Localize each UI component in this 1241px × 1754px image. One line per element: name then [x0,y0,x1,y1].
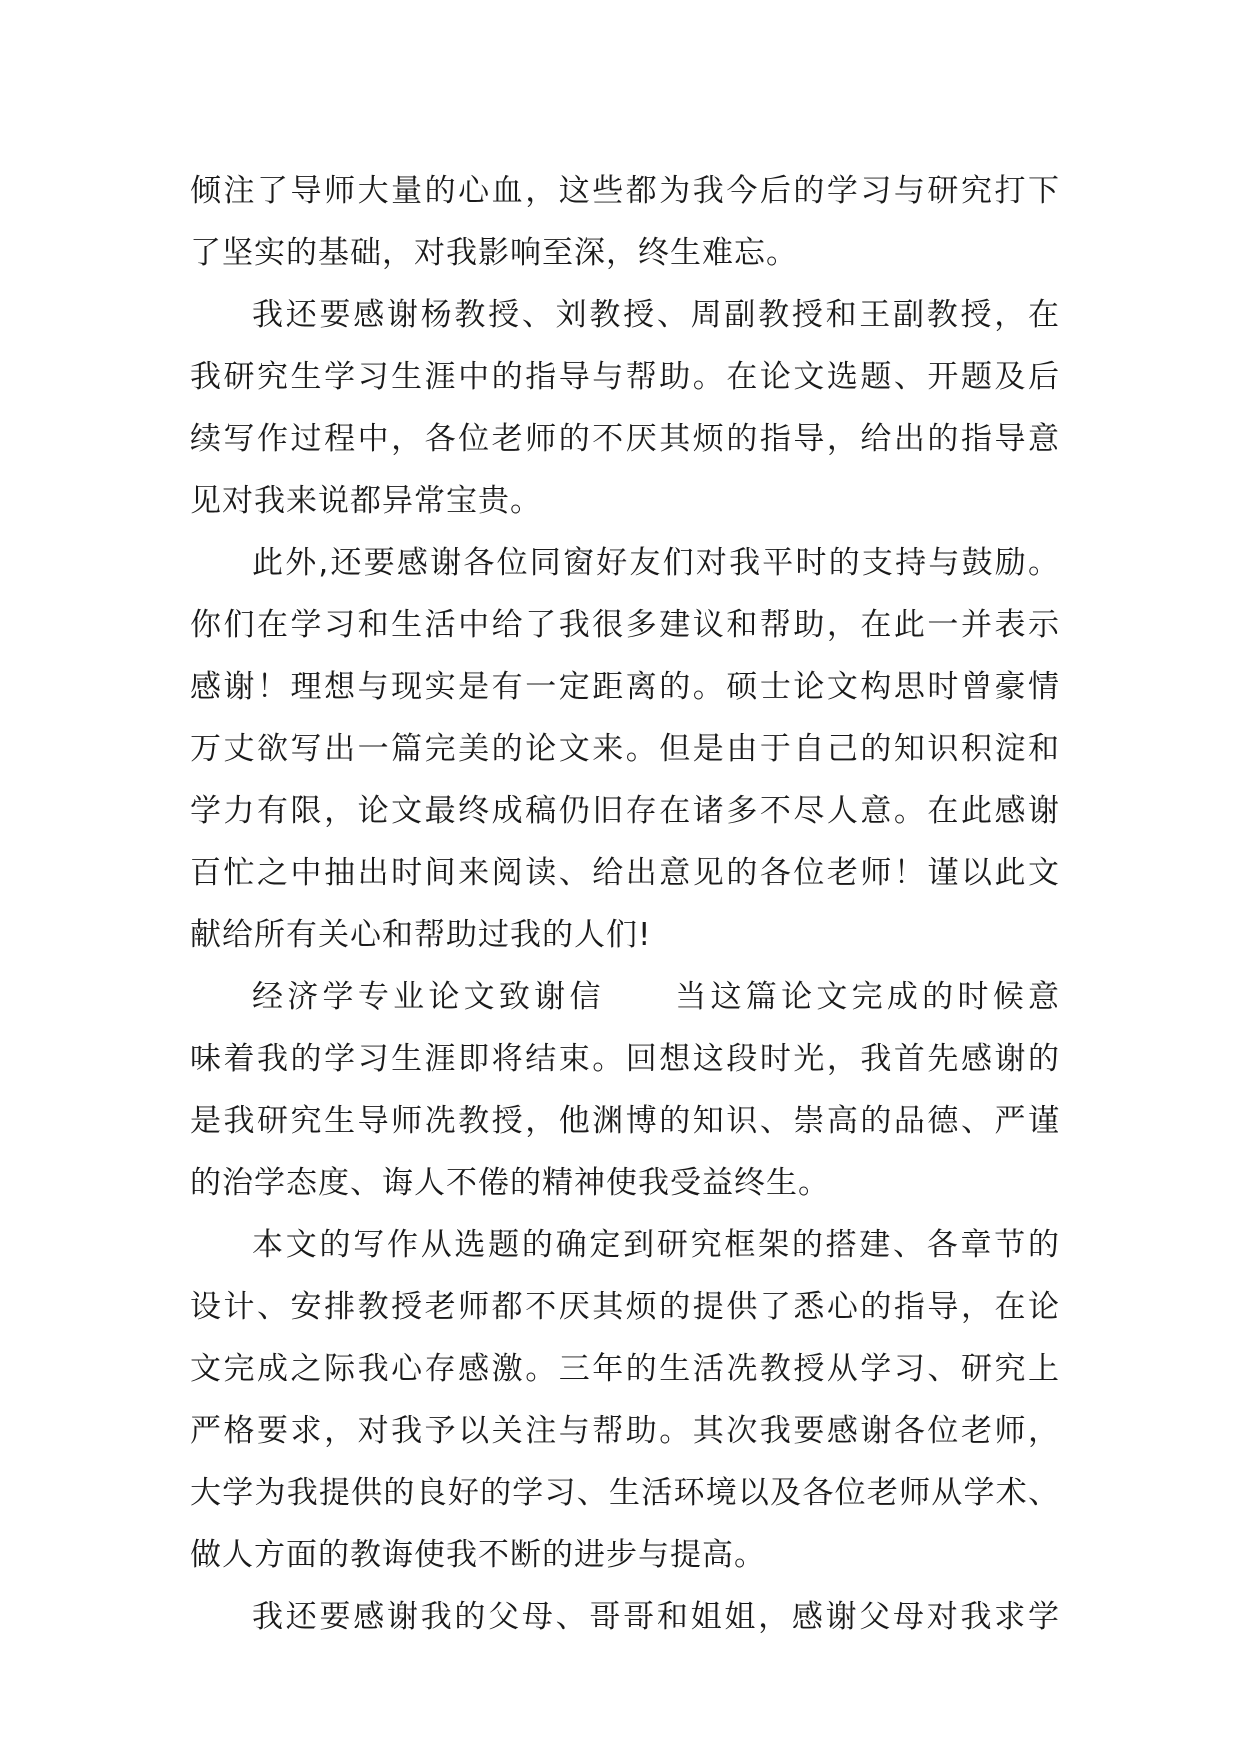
text-line: 我研究生学习生涯中的指导与帮助。在论文选题、开题及后 [190,359,1060,395]
text-line: 感谢！理想与现实是有一定距离的。硕士论文构思时曾豪情 [190,669,1060,705]
text-line: 大学为我提供的良好的学习、生活环境以及各位老师从学术、 [190,1475,1060,1511]
text-line: 味着我的学习生涯即将结束。回想这段时光，我首先感谢的 [190,1041,1060,1077]
text-line: 严格要求，对我予以关注与帮助。其次我要感谢各位老师， [190,1413,1060,1449]
body-text [190,160,1060,1648]
text-line: 倾注了导师大量的心血，这些都为我今后的学习与研究打下 [190,173,1060,209]
text-line: 文完成之际我心存感激。三年的生活冼教授从学习、研究上 [190,1351,1060,1387]
text-line: 学力有限，论文最终成稿仍旧存在诸多不尽人意。在此感谢 [190,793,1060,829]
text-line: 做人方面的教诲使我不断的进步与提高。 [190,1537,766,1573]
paragraph-start-line: 我还要感谢我的父母、哥哥和姐姐，感谢父母对我求学 [252,1599,1060,1635]
text-line: 见对我来说都异常宝贵。 [190,483,542,519]
paragraph-start-line: 我还要感谢杨教授、刘教授、周副教授和王副教授，在 [252,297,1060,333]
text-line: 是我研究生导师冼教授，他渊博的知识、崇高的品德、严谨 [190,1103,1060,1139]
text-line: 你们在学习和生活中给了我很多建议和帮助，在此一并表示 [190,607,1060,643]
text-line: 续写作过程中，各位老师的不厌其烦的指导，给出的指导意 [190,421,1060,457]
paragraph-start-line: 经济学专业论文致谢信 当这篇论文完成的时候意 [252,979,1060,1015]
paragraph-start-line: 本文的写作从选题的确定到研究框架的搭建、各章节的 [252,1227,1060,1263]
text-line: 了坚实的基础，对我影响至深，终生难忘。 [190,235,798,271]
text-line: 献给所有关心和帮助过我的人们! [190,917,652,953]
text-line: 的治学态度、诲人不倦的精神使我受益终生。 [190,1165,830,1201]
text-line: 设计、安排教授老师都不厌其烦的提供了悉心的指导，在论 [190,1289,1060,1325]
text-line: 万丈欲写出一篇完美的论文来。但是由于自己的知识积淀和 [190,731,1060,767]
paragraph-start-line: 此外,还要感谢各位同窗好友们对我平时的支持与鼓励。 [252,545,1060,581]
text-line: 百忙之中抽出时间来阅读、给出意见的各位老师！谨以此文 [190,855,1060,891]
